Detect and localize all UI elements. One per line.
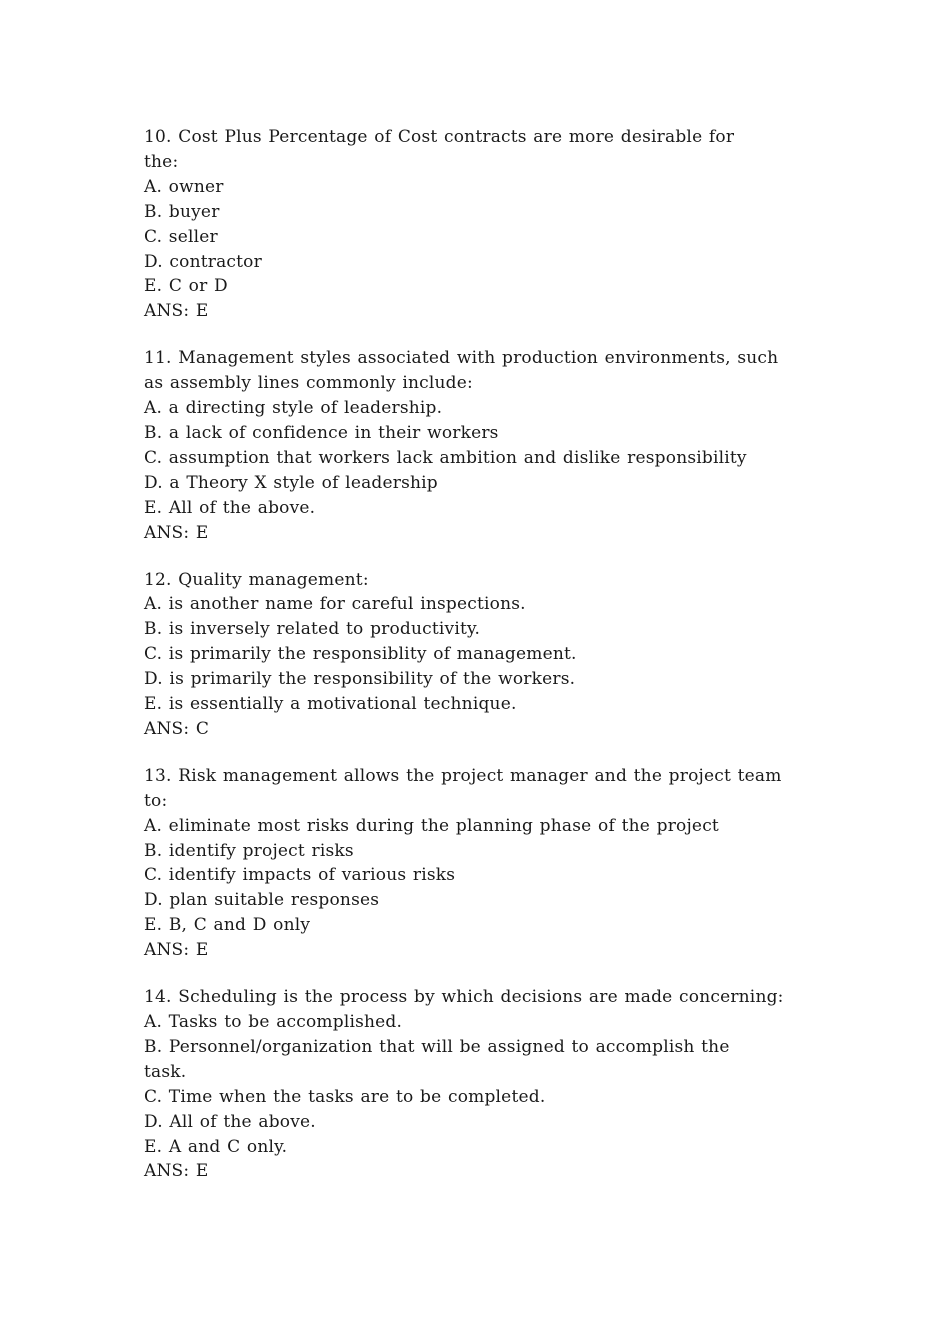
option-c: C. seller	[144, 226, 218, 247]
question-10	[144, 125, 824, 324]
option-e: E. All of the above.	[144, 497, 316, 518]
answer: ANS: E	[144, 301, 209, 322]
question-stem-line: 12. Quality management:	[144, 569, 369, 590]
answer: ANS: E	[144, 1161, 209, 1182]
option-a: A. eliminate most risks during the planning phase of the project	[144, 815, 719, 836]
question-stem-line: 11. Management styles associated with production environments, such	[144, 348, 779, 369]
option-c: C. identify impacts of various risks	[144, 865, 456, 886]
answer: ANS: C	[144, 718, 210, 739]
question-stem-line: the:	[144, 151, 179, 172]
option-b: B. a lack of confidence in their workers	[144, 422, 499, 443]
question-stem-line: 10. Cost Plus Percentage of Cost contracts are more desirable for	[144, 127, 735, 147]
option-b: B. is inversely related to productivity.	[144, 619, 481, 640]
option-c: C. assumption that workers lack ambition and dislike responsibility	[144, 447, 747, 468]
question-13	[144, 764, 824, 963]
document-page	[144, 125, 824, 1206]
question-14	[144, 985, 824, 1184]
option-e: E. A and C only.	[144, 1136, 288, 1157]
option-b-continued: task.	[144, 1061, 187, 1082]
question-12	[144, 568, 824, 742]
option-a: A. Tasks to be accomplished.	[144, 1012, 403, 1032]
option-e: E. B, C and D only	[144, 915, 311, 936]
option-a: A. a directing style of leadership.	[144, 398, 443, 419]
question-stem-line: as assembly lines commonly include:	[144, 373, 473, 394]
answer: ANS: E	[144, 522, 209, 543]
question-stem-line: to:	[144, 790, 168, 811]
option-d: D. is primarily the responsibility of the workers.	[144, 669, 576, 690]
option-d: D. All of the above.	[144, 1111, 316, 1132]
option-c: C. is primarily the responsiblity of management.	[144, 644, 577, 665]
option-b: B. Personnel/organization that will be assigned to accomplish the	[144, 1036, 730, 1057]
option-e: E. is essentially a motivational technique.	[144, 694, 517, 715]
question-stem-line: 13. Risk management allows the project manager and the project team	[144, 765, 782, 786]
option-d: D. a Theory X style of leadership	[144, 472, 438, 493]
option-b: B. identify project risks	[144, 840, 354, 861]
option-c: C. Time when the tasks are to be completed.	[144, 1086, 546, 1107]
option-a: A. owner	[144, 176, 224, 197]
option-d: D. contractor	[144, 251, 262, 272]
question-11	[144, 346, 824, 545]
answer: ANS: E	[144, 940, 209, 961]
option-e: E. C or D	[144, 276, 228, 297]
option-a: A. is another name for careful inspections.	[144, 594, 526, 615]
option-d: D. plan suitable responses	[144, 890, 380, 911]
question-stem-line: 14. Scheduling is the process by which decisions are made concerning:	[144, 987, 784, 1008]
option-b: B. buyer	[144, 201, 220, 222]
